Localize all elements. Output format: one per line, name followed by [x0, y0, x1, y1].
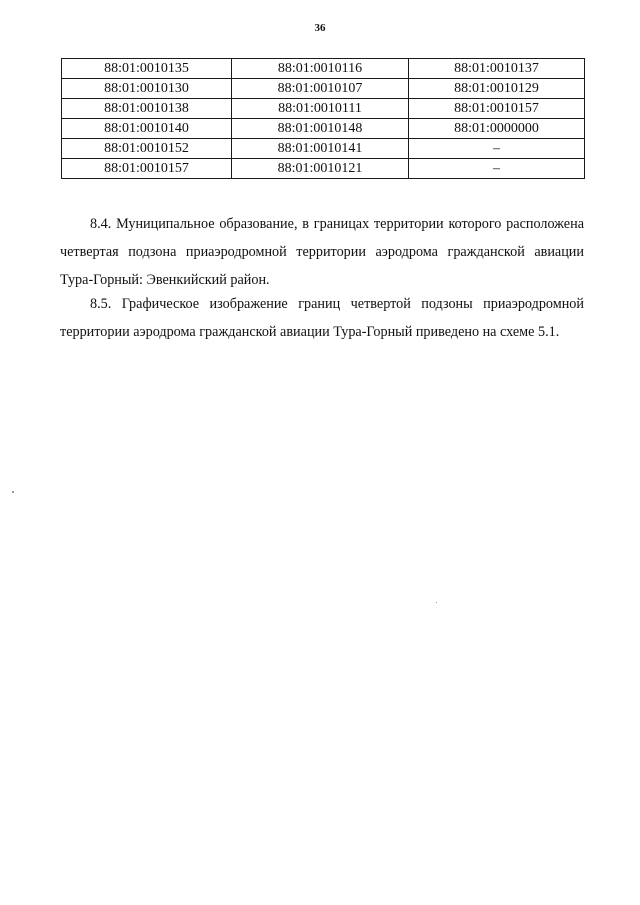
table-cell: –	[409, 159, 585, 179]
table-row	[62, 79, 585, 99]
cadastral-numbers-table	[61, 58, 585, 179]
table-cell: 88:01:0010107	[232, 79, 409, 99]
paragraph-line: Тура-Горный: Эвенкийский район.	[60, 272, 270, 288]
table-cell: 88:01:0010130	[62, 79, 232, 99]
scan-speck	[436, 602, 437, 603]
table-cell: 88:01:0010138	[62, 99, 232, 119]
table-row	[62, 59, 585, 79]
table-cell: 88:01:0010111	[232, 99, 409, 119]
table-cell: –	[409, 139, 585, 159]
page-number: 36	[314, 22, 326, 34]
table-cell: 88:01:0000000	[409, 119, 585, 139]
table-cell: 88:01:0010140	[62, 119, 232, 139]
table-cell: 88:01:0010157	[409, 99, 585, 119]
paragraph-8-4	[60, 210, 584, 294]
scan-speck	[12, 491, 14, 493]
paragraph-line: четвертая подзона приаэродромной территории аэродрома гражданской авиации	[60, 244, 584, 260]
table-row	[62, 159, 585, 179]
table-cell: 88:01:0010116	[232, 59, 409, 79]
table-row	[62, 139, 585, 159]
table-cell: 88:01:0010157	[62, 159, 232, 179]
paragraph-8-5	[60, 290, 584, 346]
table-row	[62, 119, 585, 139]
table-cell: 88:01:0010137	[409, 59, 585, 79]
table-cell: 88:01:0010129	[409, 79, 585, 99]
table-cell: 88:01:0010135	[62, 59, 232, 79]
table-cell: 88:01:0010121	[232, 159, 409, 179]
paragraph-line: территории аэродрома гражданской авиации Тура-Горный приведено на схеме 5.1.	[60, 324, 560, 340]
table-cell: 88:01:0010152	[62, 139, 232, 159]
paragraph-line: 8.4. Муниципальное образование, в границах территории которого расположена	[90, 216, 584, 232]
table-row	[62, 99, 585, 119]
table-cell: 88:01:0010141	[232, 139, 409, 159]
table-cell: 88:01:0010148	[232, 119, 409, 139]
paragraph-line: 8.5. Графическое изображение границ четвертой подзоны приаэродромной	[90, 296, 584, 312]
